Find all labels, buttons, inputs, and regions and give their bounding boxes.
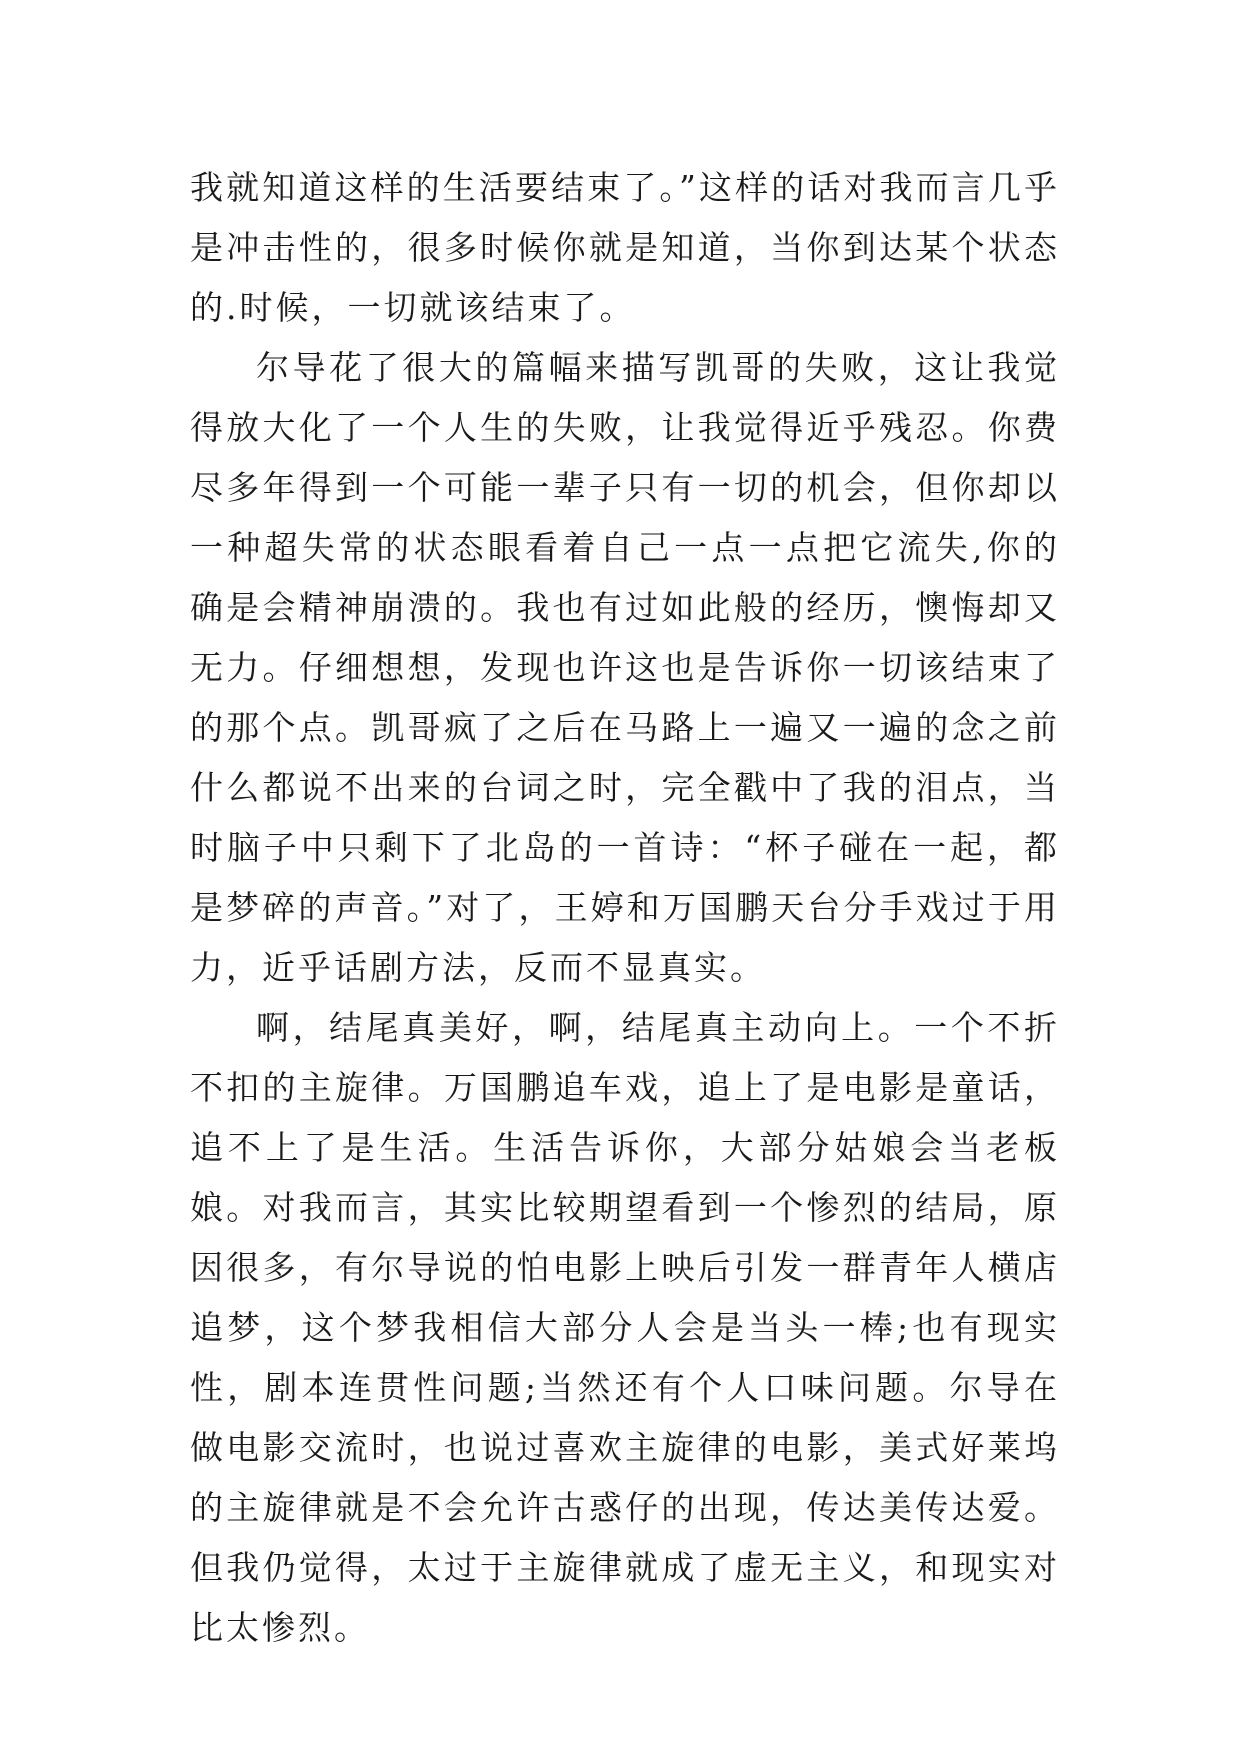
paragraph-2: 尔导花了很大的篇幅来描写凯哥的失败，这让我觉得放大化了一个人生的失败，让我觉得近乎残忍。你费尽多年得到一个可能一辈子只有一切的机会，但你却以一种超失常的状态眼看着自己一点一点把它流失,你的确是会精神崩溃的。我也有过如此般的经历，懊悔却又无力。仔细想想，发现也许这也是告诉你一切该结束了的那个点。凯哥疯了之后在马路上一遍又一遍的念之前什么都说不出来的台词之时，完全戳中了我的泪点，当时脑子中只剩下了北岛的一首诗：“杯子碰在一起，都是梦碎的声音。”对了，王婷和万国鹏天台分手戏过于用力，近乎话剧方法，反而不显真实。 (190, 348, 1060, 987)
paragraph-3: 啊，结尾真美好，啊，结尾真主动向上。一个不折不扣的主旋律。万国鹏追车戏，追上了是电影是童话，追不上了是生活。生活告诉你，大部分姑娘会当老板娘。对我而言，其实比较期望看到一个惨烈的结局，原因很多，有尔导说的怕电影上映后引发一群青年人横店追梦，这个梦我相信大部分人会是当头一棒;也有现实性，剧本连贯性问题;当然还有个人口味问题。尔导在做电影交流时，也说过喜欢主旋律的电影，美式好莱坞的主旋律就是不会允许古惑仔的出现，传达美传达爱。但我仍觉得，太过于主旋律就成了虚无主义，和现实对比太惨烈。 (190, 1008, 1060, 1647)
paragraph-1: 我就知道这样的生活要结束了。”这样的话对我而言几乎是冲击性的，很多时候你就是知道，当你到达某个状态的.时候，一切就该结束了。 (190, 168, 1060, 327)
document-body (190, 158, 1060, 1658)
